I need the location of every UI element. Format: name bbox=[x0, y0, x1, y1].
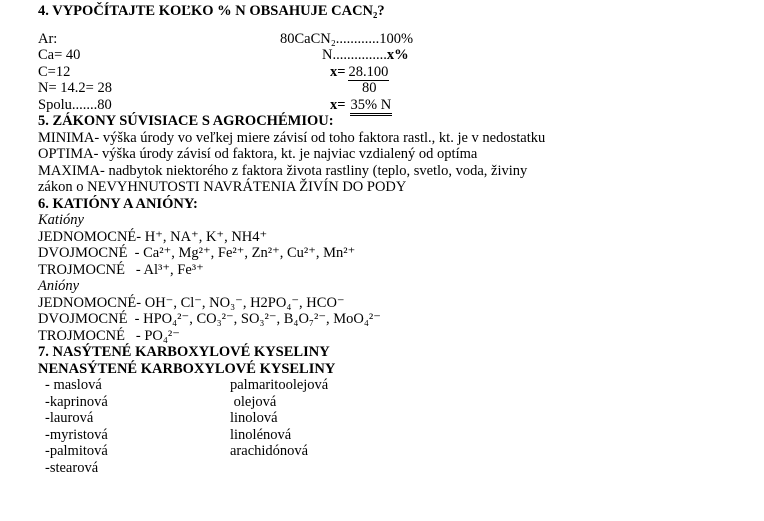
unsaturated-acid: linolénová bbox=[230, 426, 292, 443]
law-maxima-line: MAXIMA- nadbytok niektorého z faktora života rastliny (teplo, svetlo, voda, živiny bbox=[38, 162, 528, 179]
section-7-heading-saturated: 7. NASÝTENÉ KARBOXYLOVÉ KYSELINY bbox=[38, 344, 330, 360]
saturated-acid: -myristová bbox=[45, 426, 108, 443]
unsaturated-acid: arachidónová bbox=[230, 443, 309, 459]
atomic-mass-line: Ca= 40 bbox=[38, 47, 81, 63]
acid-row bbox=[38, 443, 764, 460]
proportion-line-2-dots: N............... bbox=[322, 47, 387, 63]
fraction-line bbox=[280, 64, 413, 81]
cations-label: Katióny bbox=[38, 212, 84, 228]
law-return-line: zákon o NEVYHNUTOSTI NAVRÁTENIA ŽIVÍN DO PODY bbox=[38, 179, 407, 195]
proportion-line-2-x: x% bbox=[386, 47, 409, 63]
section-6-heading: 6. KATIÓNY A ANIÓNY: bbox=[38, 195, 198, 212]
law-minima-line: MINIMA- výška úrody vo veľkej miere závisí od toho faktora rastl., kt. je v nedostatku bbox=[38, 129, 546, 146]
unsaturated-acid: linolová bbox=[230, 410, 278, 426]
anion-monovalent-line: JEDNOMOCNÉ- OH⁻, Cl⁻, NO₃⁻, H2PO₄⁻, HCO⁻ bbox=[38, 294, 345, 311]
saturated-acid: -palmitová bbox=[45, 443, 108, 459]
calculation-block bbox=[38, 31, 764, 114]
result-line bbox=[280, 97, 413, 114]
acid-row bbox=[38, 427, 764, 444]
atomic-mass-line: C=12 bbox=[38, 63, 71, 80]
saturated-acid: -laurová bbox=[45, 410, 94, 426]
saturated-acid: - maslová bbox=[45, 377, 102, 393]
atomic-masses-column bbox=[38, 31, 280, 114]
acid-row bbox=[38, 410, 764, 427]
section-7-heading-unsaturated: NENASÝTENÉ KARBOXYLOVÉ KYSELINY bbox=[38, 360, 336, 377]
law-optima-line: OPTIMA- výška úrody závisí od faktora, kt. je najviac vzdialený od optíma bbox=[38, 146, 478, 162]
unsaturated-acid: olejová bbox=[230, 393, 277, 410]
acid-row bbox=[38, 377, 764, 394]
x-equals-label: x= bbox=[330, 63, 346, 80]
anion-divalent-line: DVOJMOCNÉ - HPO₄²⁻, CO₃²⁻, SO₃²⁻, B₄O₇²⁻, MoO₄²⁻ bbox=[38, 311, 381, 327]
section-4-heading: 4. VYPOČÍTAJTE KOĽKO % N OBSAHUJE CACN₂? bbox=[38, 3, 385, 19]
result-value: 35% N bbox=[350, 97, 393, 116]
unsaturated-acid: palmaritoolejová bbox=[230, 377, 329, 393]
cation-monovalent-line: JEDNOMOCNÉ- H⁺, NA⁺, K⁺, NH4⁺ bbox=[38, 228, 268, 245]
anions-label: Anióny bbox=[38, 278, 80, 294]
proportion-column bbox=[280, 31, 413, 114]
section-5-heading: 5. ZÁKONY SÚVISIACE S AGROCHÉMIOU: bbox=[38, 113, 334, 129]
saturated-acid: -kaprinová bbox=[45, 393, 108, 410]
cation-trivalent-line: TROJMOCNÉ - Al³⁺, Fe³⁺ bbox=[38, 261, 204, 278]
saturated-acid: -stearová bbox=[45, 459, 99, 476]
proportion-line-2 bbox=[280, 47, 413, 64]
anion-trivalent-line: TROJMOCNÉ - PO₄²⁻ bbox=[38, 327, 180, 344]
fraction-denominator: 80 bbox=[362, 80, 377, 96]
acid-row bbox=[38, 460, 764, 477]
acid-row bbox=[38, 394, 764, 411]
fraction-numerator: 28.100 bbox=[348, 63, 389, 80]
atomic-mass-line: Spolu.......80 bbox=[38, 96, 112, 113]
cation-divalent-line: DVOJMOCNÉ - Ca²⁺, Mg²⁺, Fe²⁺, Zn²⁺, Cu²⁺, Mn²⁺ bbox=[38, 245, 356, 261]
atomic-mass-line: N= 14.2= 28 bbox=[38, 80, 112, 96]
x-equals-label: x= bbox=[330, 96, 346, 113]
proportion-line-1: 80CaCN₂............100% bbox=[280, 30, 414, 47]
atomic-mass-line: Ar: bbox=[38, 30, 58, 47]
